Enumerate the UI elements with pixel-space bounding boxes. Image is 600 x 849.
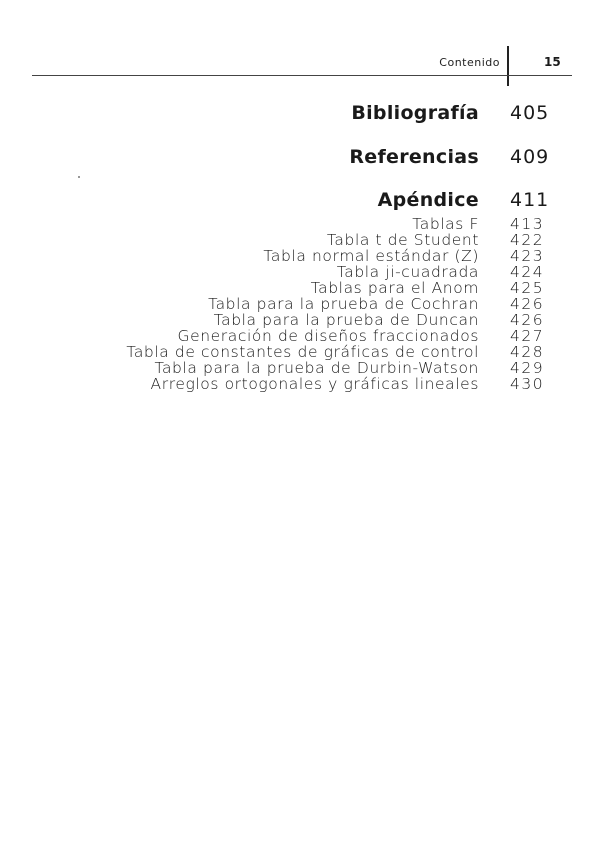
toc-subentry-title: Tabla para la prueba de Duncan	[213, 311, 479, 329]
header-rule	[32, 75, 572, 76]
toc-subentry-title: Tabla para la prueba de Durbin-Watson	[154, 359, 479, 377]
toc-subentry-title: Tabla ji-cuadrada	[336, 263, 479, 281]
running-header-page-number: 15	[544, 55, 561, 69]
toc-subentry-title: Tabla normal estándar (Z)	[263, 247, 479, 265]
toc-subentry-title: Generación de diseños fraccionados	[177, 327, 479, 345]
toc-subentry-title: Tabla para la prueba de Cochran	[208, 295, 479, 313]
toc-subentry-page: 424	[510, 263, 545, 281]
toc-subentry-title: Arreglos ortogonales y gráficas lineales	[150, 375, 479, 393]
toc-subentry-title: Tablas para el Anom	[310, 279, 479, 297]
toc-entry-apendice	[0, 189, 600, 211]
header-divider	[507, 46, 509, 86]
toc-subentry-page: 413	[510, 215, 545, 233]
toc-entry-referencias	[0, 146, 600, 168]
toc-entry-title: Apéndice	[377, 189, 479, 211]
toc-entry-title: Bibliografía	[351, 102, 479, 124]
toc-subentry-page: 423	[510, 247, 545, 265]
toc-entry-title: Referencias	[349, 146, 479, 168]
toc-entry-page: 409	[510, 146, 550, 168]
toc-subentry-title: Tabla de constantes de gráficas de control	[126, 343, 479, 361]
toc-entry-page: 405	[510, 102, 550, 124]
running-header-section: Contenido	[439, 56, 500, 69]
toc-subentry-page: 426	[510, 295, 545, 313]
toc-subentry-title: Tablas F	[412, 215, 479, 233]
toc-subentry-page: 427	[510, 327, 545, 345]
toc-subentry-page: 426	[510, 311, 545, 329]
toc-subentry-title: Tabla t de Student	[326, 231, 479, 249]
toc-subentry-page: 429	[510, 359, 545, 377]
toc-subentry-page: 422	[510, 231, 545, 249]
toc-subentry	[0, 376, 600, 398]
scan-speck	[78, 176, 80, 178]
toc-subentry-page: 430	[510, 375, 545, 393]
toc-entry-page: 411	[510, 189, 550, 211]
toc-subentry-page: 425	[510, 279, 545, 297]
toc-subentry-page: 428	[510, 343, 545, 361]
toc-entry-bibliografia	[0, 102, 600, 124]
